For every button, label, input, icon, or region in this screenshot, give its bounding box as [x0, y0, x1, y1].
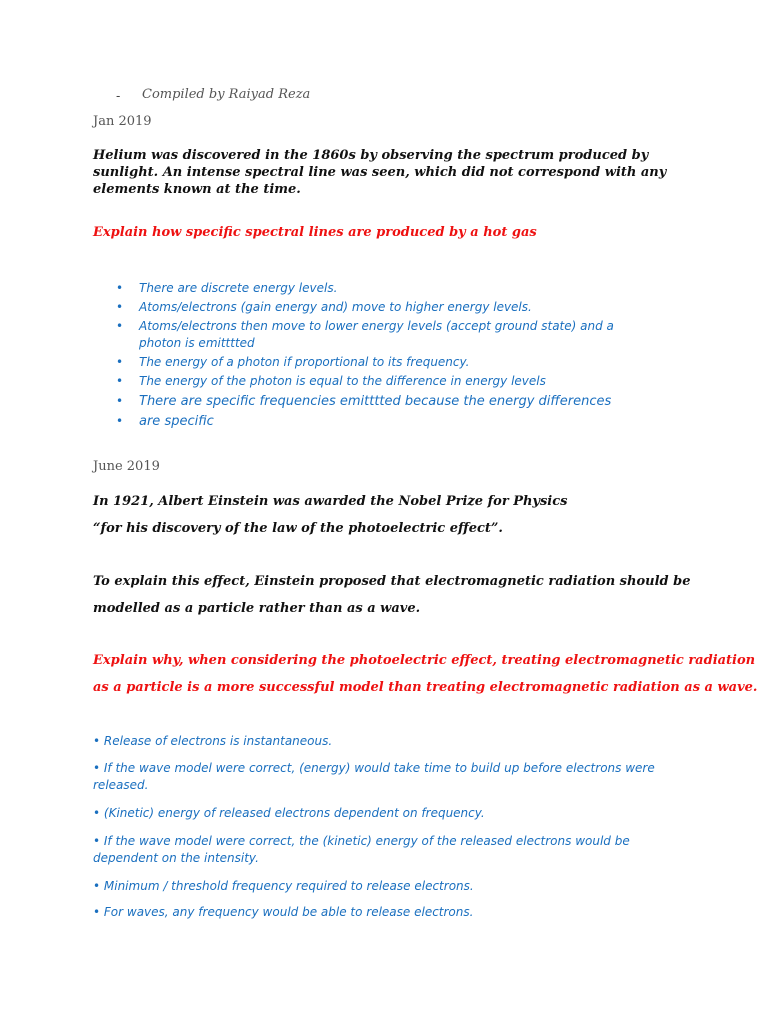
section1-question: Explain how specific spectral lines are produced by a hot gas: [93, 225, 537, 240]
bullet-icon: •: [116, 414, 124, 428]
section2-answer: • If the wave model were correct, the (kinetic) energy of the released electrons would be dependent on the intensity.: [93, 834, 630, 865]
section2-question-line2: as a particle is a more successful model than treating electromagnetic radiation as a wave.: [93, 680, 758, 695]
section2-answer: • (Kinetic) energy of released electrons dependent on frequency.: [93, 806, 485, 820]
answer-item: • Atoms/electrons (gain energy and) move to higher energy levels.: [116, 300, 532, 314]
answer-item: • Atoms/electrons then move to lower energy levels (accept ground state) and a photon is emitttted: [116, 319, 614, 350]
section2-answer: • Minimum / threshold frequency required to release electrons.: [93, 879, 474, 893]
bullet-icon: •: [116, 374, 124, 388]
answer-item: • The energy of the photon is equal to the difference in energy levels: [116, 374, 546, 388]
section2-answer: • For waves, any frequency would be able to release electrons.: [93, 905, 474, 919]
section2-context-line2: modelled as a particle rather than as a wave.: [93, 601, 421, 616]
section2-answer: • Release of electrons is instantaneous.: [93, 734, 333, 748]
answer-item: • There are discrete energy levels.: [116, 281, 338, 295]
section2-date: June 2019: [93, 459, 160, 474]
answer-item: • There are specific frequencies emitttted because the energy differences: [116, 394, 612, 409]
section2-intro-line2: “for his discovery of the law of the photoelectric effect”.: [93, 521, 503, 536]
bullet-icon: •: [116, 281, 124, 295]
answer-item: • The energy of a photon if proportional to its frequency.: [116, 355, 470, 369]
section2-intro-line1: In 1921, Albert Einstein was awarded the Nobel Prize for Physics: [93, 494, 568, 509]
section1-date: Jan 2019: [93, 114, 152, 129]
section1-answer-list: [116, 280, 656, 432]
bullet-icon: •: [116, 319, 124, 333]
compiled-dash: -: [116, 88, 121, 103]
section2-question-line1: Explain why, when considering the photoelectric effect, treating electromagnetic radiation: [93, 653, 756, 668]
bullet-icon: •: [116, 355, 124, 369]
section2-context-line1: To explain this effect, Einstein proposed that electromagnetic radiation should be: [93, 574, 691, 589]
section2-answer: • If the wave model were correct, (energy) would take time to build up before electrons were released.: [93, 761, 655, 792]
compiled-by: Compiled by Raiyad Reza: [142, 87, 311, 102]
bullet-icon: •: [116, 394, 124, 408]
bullet-icon: •: [116, 300, 124, 314]
section1-intro: Helium was discovered in the 1860s by observing the spectrum produced by sunlight. An intense spectral line was seen, which did not correspond with any elements known at the time.: [93, 148, 667, 197]
answer-item: • are specific: [116, 414, 214, 429]
